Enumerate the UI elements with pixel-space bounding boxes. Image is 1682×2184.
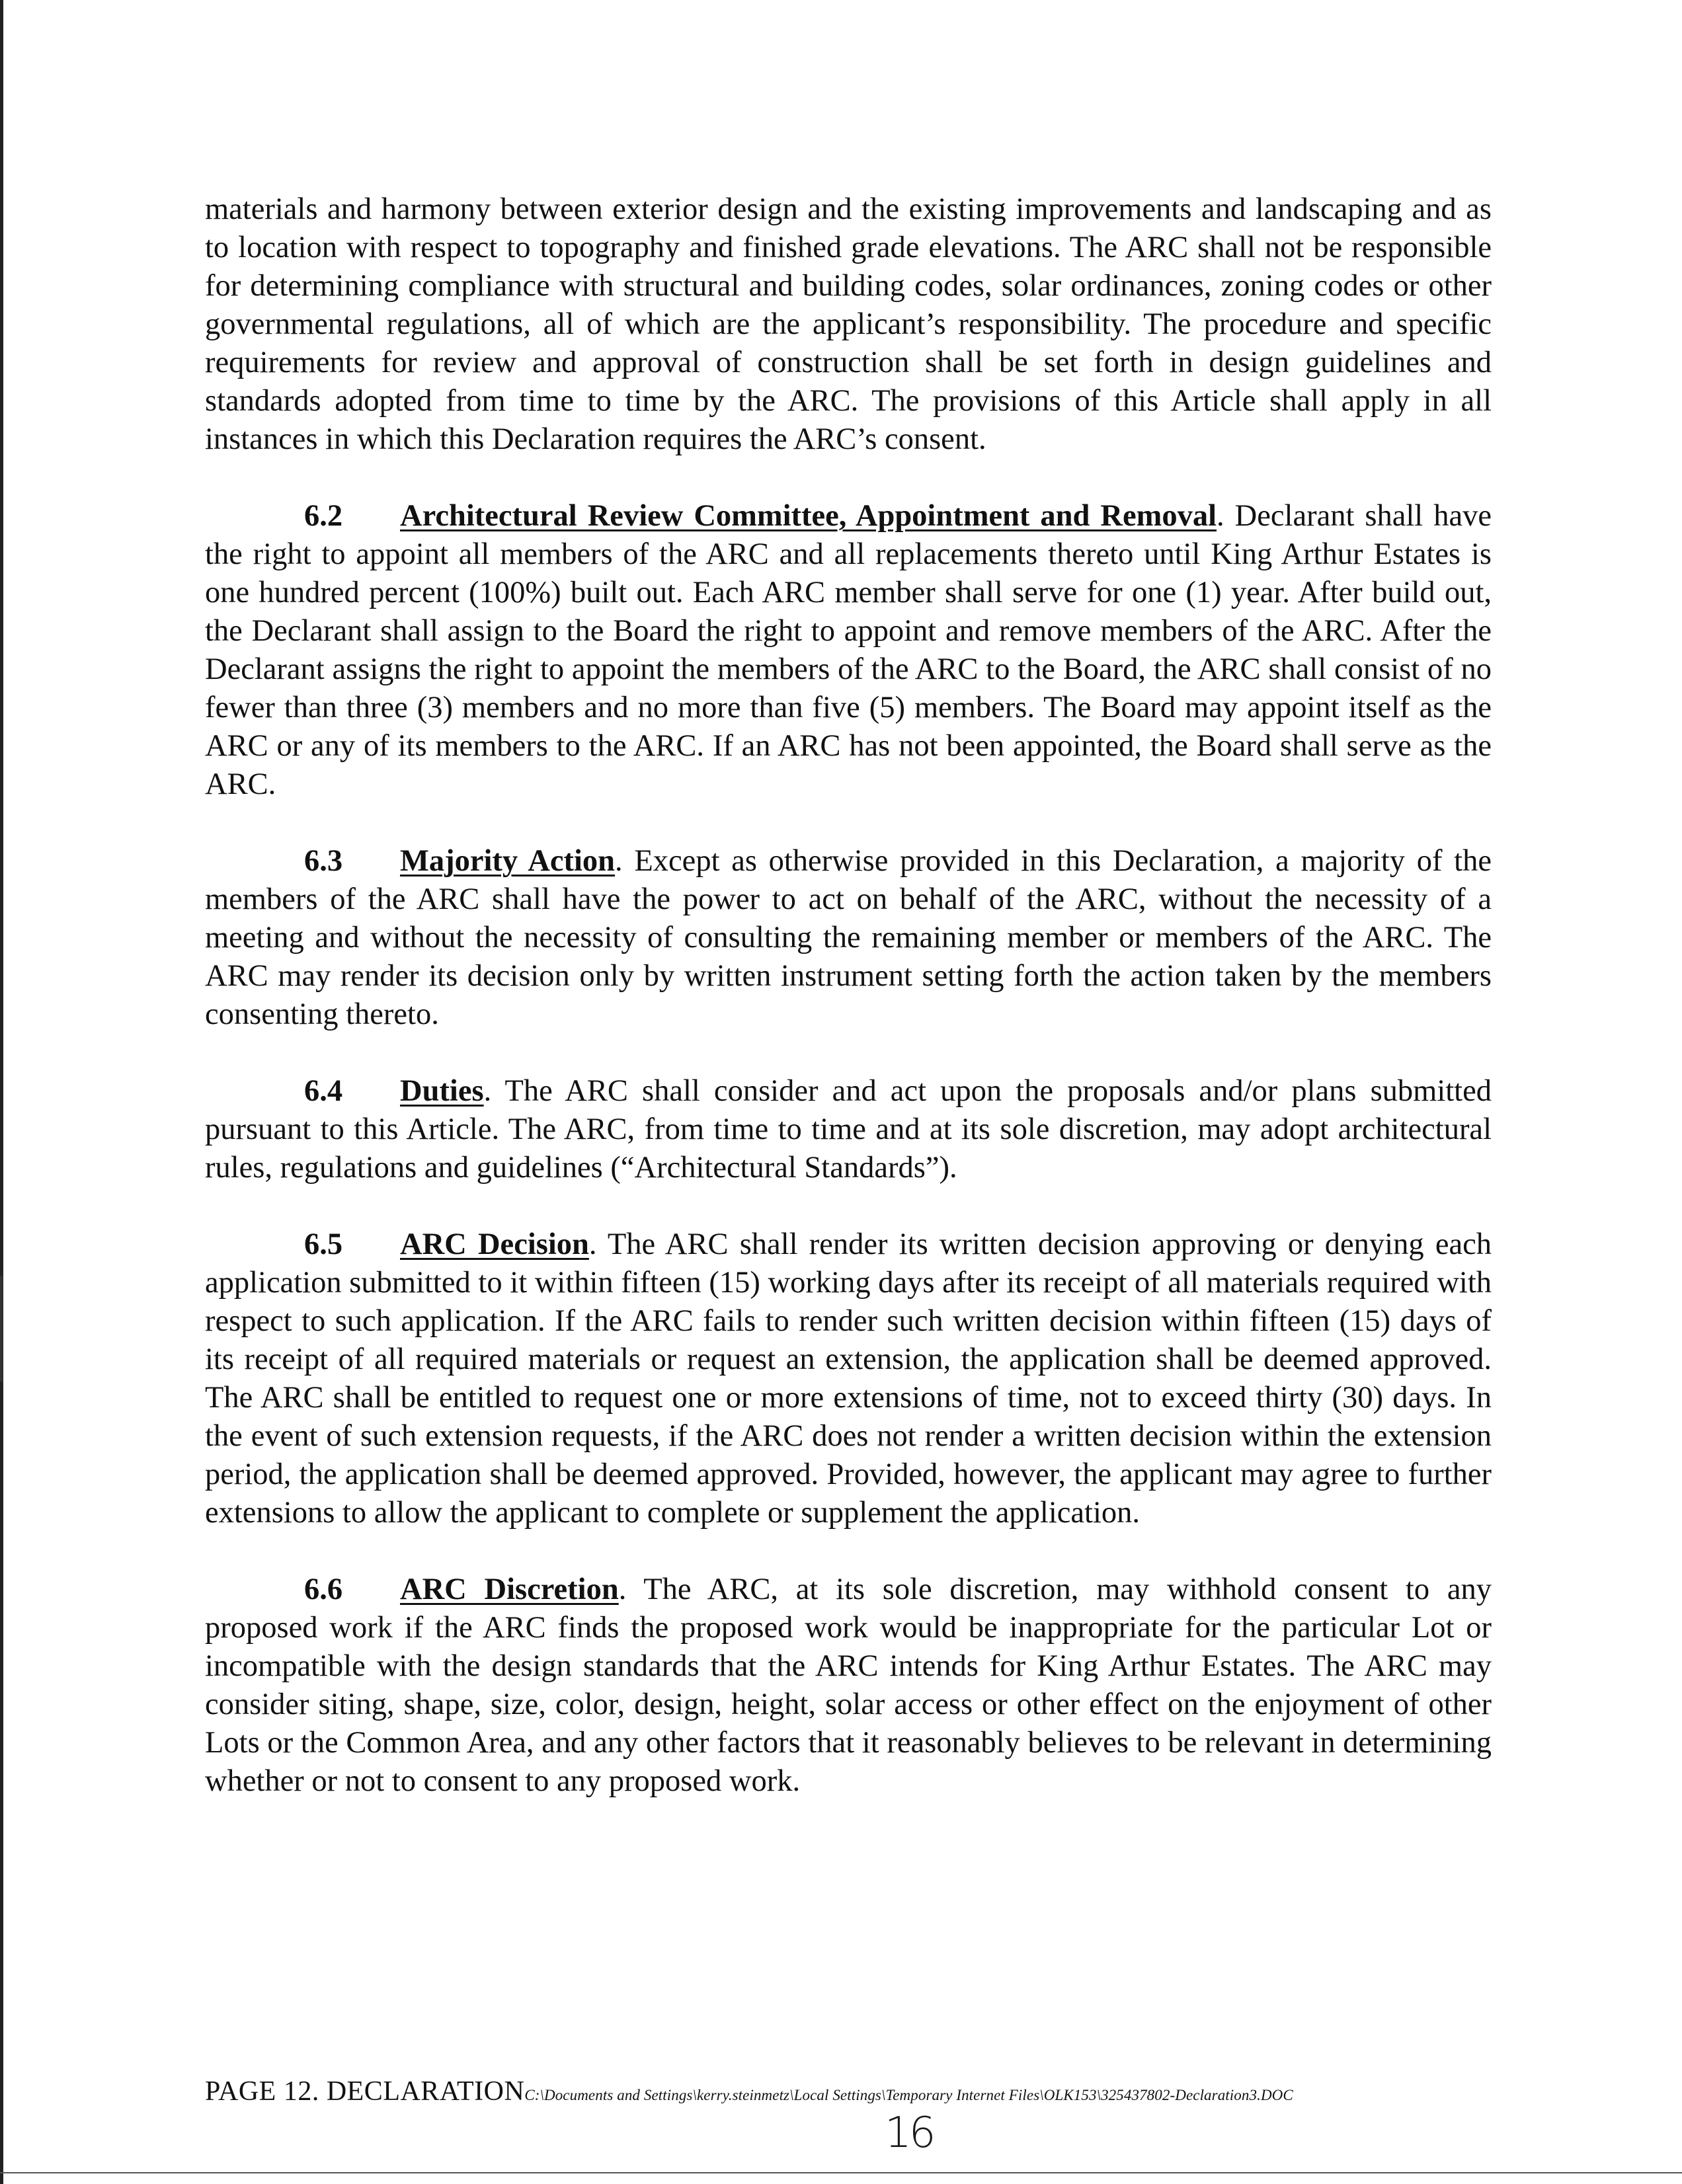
scan-edge-mark bbox=[0, 1276, 3, 1382]
section-number: 6.2 bbox=[304, 499, 343, 533]
section-text: . Except as otherwise provided in this Declaration, a majority of the members of the ARC shall have the power to act on behalf of the ARC, without the necessity of a meeting and without the necessity of consulting the remaining member or members of the ARC. The ARC may render its decision only by written instrument setting forth the action taken by the members consenting thereto. bbox=[205, 844, 1492, 1031]
section-number: 6.4 bbox=[304, 1074, 343, 1108]
section-6-6 bbox=[205, 1571, 1492, 1801]
paragraph-text: materials and harmony between exterior design and the existing improvements and landscaping and as to location with respect to topography and finished grade elevations. The ARC shall not be responsible for determining compliance with structural and building codes, solar ordinances, zoning codes or other governmental regulations, all of which are the applicant’s responsibility. The procedure and specific requirements for review and approval of construction shall be set forth in design guidelines and standards adopted from time to time by the ARC. The provisions of this Article shall apply in all instances in which this Declaration requires the ARC’s consent. bbox=[205, 192, 1492, 456]
section-heading: ARC Discretion bbox=[400, 1573, 619, 1606]
section-6-4 bbox=[205, 1072, 1492, 1187]
scan-bottom-edge bbox=[0, 2172, 1682, 2173]
section-number: 6.6 bbox=[304, 1573, 343, 1606]
section-text: . Declarant shall have the right to appoint all members of the ARC and all replacements thereto until King Arthur Estates is one hundred percent (100%) built out. Each ARC member shall serve for one (1) year. After build out, the Declarant shall assign to the Board the right to appoint and remove members of the ARC. After the Declarant assigns the right to appoint the members of the ARC to the Board, the ARC shall consist of no fewer than three (3) members and no more than five (5) members. The Board may appoint itself as the ARC or any of its members to the ARC. If an ARC has not been appointed, the Board shall serve as the ARC. bbox=[205, 499, 1492, 801]
section-heading: Architectural Review Committee, Appointment and Removal bbox=[400, 499, 1217, 533]
section-text: . The ARC, at its sole discretion, may withhold consent to any proposed work if the ARC finds the proposed work would be inappropriate for the particular Lot or incompatible with the design standards that the ARC intends for King Arthur Estates. The ARC may consider siting, shape, size, color, design, height, solar access or other effect on the enjoyment of other Lots or the Common Area, and any other factors that it reasonably believes to be relevant in determining whether or not to consent to any proposed work. bbox=[205, 1573, 1492, 1798]
footer-file-path: C:\Documents and Settings\kerry.steinmetz\Local Settings\Temporary Internet Files\OLK153\325437802-Declaration3.DOC bbox=[524, 2087, 1293, 2103]
paragraph-continuation bbox=[205, 190, 1492, 459]
page-footer bbox=[205, 2076, 1682, 2107]
section-heading: Duties bbox=[400, 1074, 484, 1108]
handwritten-page-number: 16 bbox=[885, 2109, 934, 2158]
section-number: 6.3 bbox=[304, 844, 343, 878]
section-6-5 bbox=[205, 1226, 1492, 1532]
section-number: 6.5 bbox=[304, 1228, 343, 1261]
footer-page-label: PAGE 12. DECLARATION bbox=[205, 2076, 525, 2107]
section-heading: ARC Decision bbox=[400, 1228, 589, 1261]
section-text: . The ARC shall consider and act upon the proposals and/or plans submitted pursuant to this Article. The ARC, from time to time and at its sole discretion, may adopt architectural rules, regulations and guidelines (“Architectural Standards”). bbox=[205, 1074, 1492, 1185]
section-6-3 bbox=[205, 842, 1492, 1034]
section-heading: Majority Action bbox=[400, 844, 616, 878]
section-text: . The ARC shall render its written decision approving or denying each application submitted to it within fifteen (15) working days after its receipt of all materials required with respect to such application. If the ARC fails to render such written decision within fifteen (15) days of its receipt of all required materials or request an extension, the application shall be deemed approved. The ARC shall be entitled to request one or more extensions of time, not to exceed thirty (30) days. In the event of such extension requests, if the ARC does not render a written decision within the extension period, the application shall be deemed approved. Provided, however, the applicant may agree to further extensions to allow the applicant to complete or supplement the application. bbox=[205, 1228, 1492, 1530]
document-body bbox=[205, 190, 1492, 1801]
section-6-2 bbox=[205, 497, 1492, 804]
scan-left-edge bbox=[0, 0, 3, 2184]
